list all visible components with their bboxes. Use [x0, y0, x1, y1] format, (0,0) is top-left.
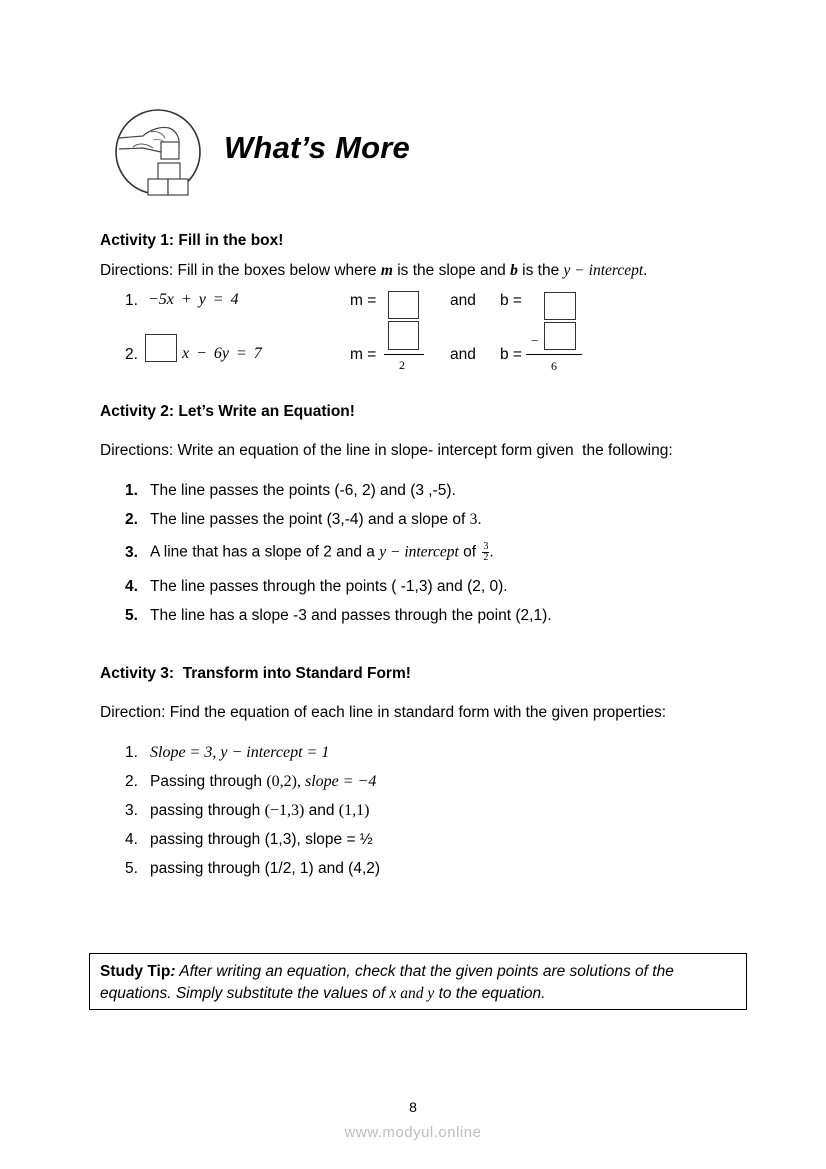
item-text: The line passes through the points ( -1,3) and (2, 0).: [150, 578, 508, 595]
study-tip-colon: :: [170, 963, 176, 980]
b-label: b =: [500, 346, 522, 363]
math-value: 3: [469, 511, 478, 528]
item-math: (0,2),: [266, 773, 305, 790]
study-tip-text: After writing an equation, check that the given points are solutions of the equations. Simply substitute the values of: [100, 963, 674, 1002]
activity2-heading: Activity 2: Let’s Write an Equation!: [100, 403, 355, 420]
activity1-directions: [100, 262, 647, 280]
equation: −5x + y = 4: [148, 291, 239, 308]
section-title: What’s More: [224, 130, 410, 165]
list-item: [125, 831, 373, 849]
item-text: The line has a slope -3 and passes through the point (2,1).: [150, 607, 552, 624]
item-number: 4.: [125, 831, 138, 848]
negative-sign: −: [531, 333, 539, 348]
item-math: Slope = 3, y − intercept = 1: [150, 744, 330, 761]
item-text: The line passes the point (3,-4) and a slope of: [150, 511, 470, 528]
item-math: slope = −4: [304, 773, 377, 790]
study-tip-text: to the equation.: [434, 985, 546, 1002]
y-intercept-term: y − intercept: [563, 262, 644, 279]
item-number: 4.: [125, 578, 138, 595]
m-label: m =: [350, 292, 377, 309]
m-label: m =: [350, 346, 377, 363]
directions-text: Directions: Fill in the boxes below where: [100, 262, 381, 279]
list-item: [125, 482, 456, 500]
item-number: 5.: [125, 860, 138, 877]
y-intercept-term: y − intercept: [379, 543, 459, 561]
activity1-heading: Activity 1: Fill in the box!: [100, 232, 284, 249]
activity2-directions: Directions: Write an equation of the line in slope- intercept form given the following:: [100, 442, 673, 459]
directions-text: is the slope and: [392, 262, 511, 279]
fraction-numerator: 3: [483, 541, 489, 552]
slope-answer-box[interactable]: [388, 291, 419, 319]
study-tip-label: Study Tip: [100, 963, 171, 980]
list-item: [125, 744, 329, 762]
item-math: (−1,3): [264, 802, 305, 819]
list-item: [125, 578, 508, 596]
list-item: [125, 607, 552, 625]
item-number: 2.: [125, 511, 138, 528]
intercept-denominator: 6: [551, 359, 557, 373]
study-tip-math: x and y: [389, 985, 435, 1002]
item-text: passing through: [150, 802, 265, 819]
directions-text: .: [643, 262, 648, 279]
item-text: .: [489, 543, 494, 561]
watermark: www.modyul.online: [344, 1124, 482, 1141]
item-text: of: [458, 543, 481, 561]
and-label: and: [450, 346, 476, 363]
equation: x − 6y = 7: [182, 345, 262, 362]
fraction-bar: [384, 354, 424, 355]
directions-text: is the: [517, 262, 564, 279]
item-number: 2.: [125, 346, 138, 363]
hand-stacking-blocks-icon: [113, 108, 203, 196]
fraction-denominator: 2: [483, 552, 489, 563]
list-item: [125, 773, 376, 791]
item-number: 1.: [125, 744, 138, 761]
and-label: and: [450, 292, 476, 309]
slope-denominator: 2: [399, 358, 405, 372]
page-number: 8: [409, 1099, 417, 1115]
item-text: A line that has a slope of 2 and a: [150, 543, 380, 561]
item-text: and: [304, 802, 339, 819]
item-text: The line passes the points (-6, 2) and (3 ,-5).: [150, 482, 456, 499]
coefficient-answer-box[interactable]: [145, 334, 177, 362]
item-number: 2.: [125, 773, 138, 790]
study-tip-box: [89, 953, 747, 1010]
b-label: b =: [500, 292, 522, 309]
item-text: Passing through: [150, 773, 267, 790]
item-number: 1.: [125, 482, 138, 499]
list-item: [125, 860, 380, 878]
item-number: 1.: [125, 292, 138, 309]
fraction-bar: [526, 354, 582, 355]
intercept-numerator-box[interactable]: [544, 322, 576, 350]
item-text: .: [477, 511, 482, 528]
activity3-heading: Activity 3: Transform into Standard Form!: [100, 665, 411, 682]
item-text: passing through (1/2, 1) and (4,2): [150, 860, 381, 877]
item-text: passing through (1,3), slope = ½: [150, 831, 373, 848]
list-item: [125, 802, 369, 820]
activity3-directions: Direction: Find the equation of each line in standard form with the given properties:: [100, 704, 667, 721]
list-item: [125, 511, 482, 529]
item-number: 5.: [125, 607, 138, 624]
intercept-answer-box[interactable]: [544, 292, 576, 320]
list-item: [125, 542, 494, 563]
b-symbol: b: [510, 262, 518, 279]
item-number: 3.: [125, 543, 138, 561]
item-math: (1,1): [338, 802, 370, 819]
m-symbol: m: [380, 262, 393, 279]
slope-numerator-box[interactable]: [388, 321, 419, 350]
item-number: 3.: [125, 802, 138, 819]
